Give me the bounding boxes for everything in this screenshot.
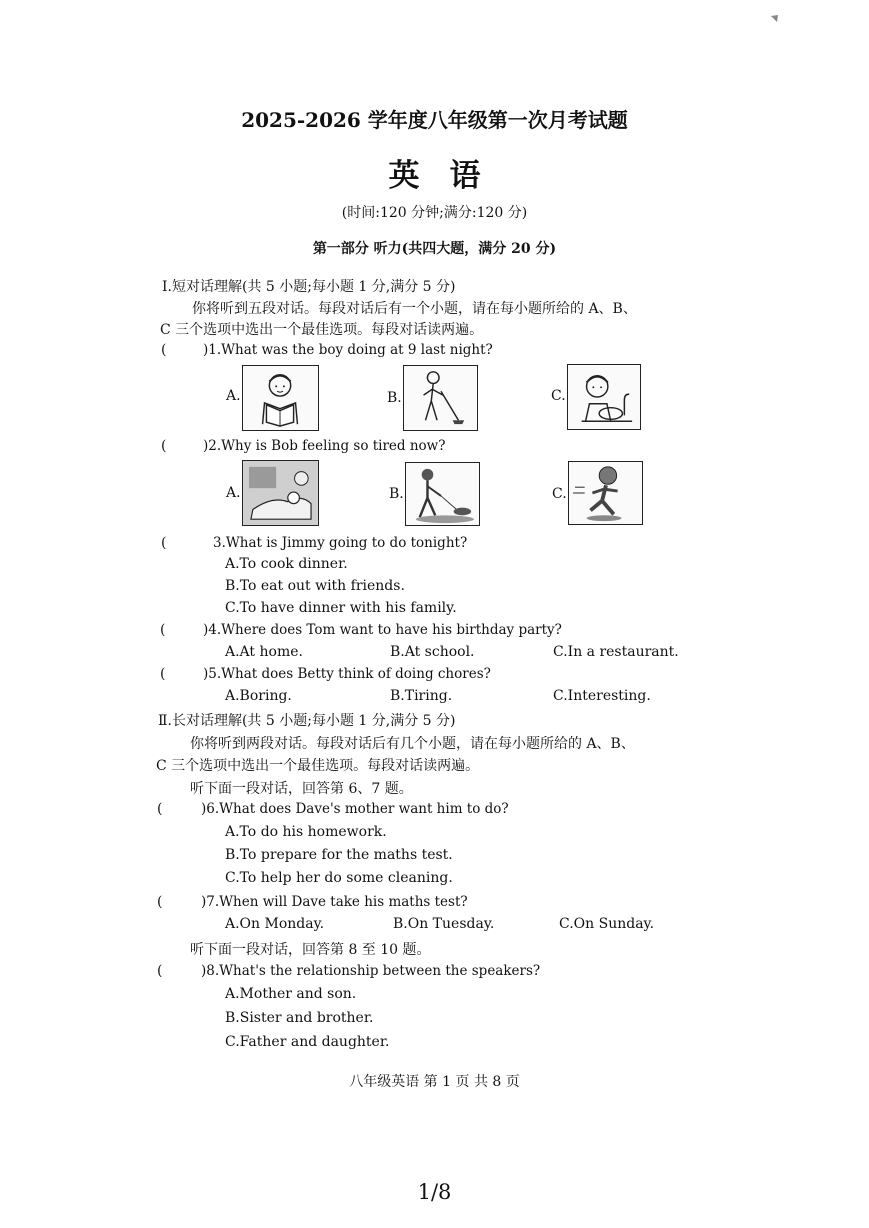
section1-heading: Ⅰ.短对话理解(共 5 小题;每小题 1 分,满分 5 分) xyxy=(162,279,456,295)
q6-option-c: C.To help her do some cleaning. xyxy=(225,870,453,886)
q1-option-c-label: C. xyxy=(551,388,566,404)
subject-title: 英语 xyxy=(388,158,511,194)
q2-option-b-label: B. xyxy=(389,486,404,502)
q5-stem: )5.What does Betty think of doing chores? xyxy=(203,666,491,682)
q4-option-b: B.At school. xyxy=(390,644,475,660)
q6-option-a: A.To do his homework. xyxy=(225,824,387,840)
q8-answer-bracket: ( xyxy=(157,963,163,979)
section1-instruction-line2: C 三个选项中选出一个最佳选项。每段对话读两遍。 xyxy=(160,322,484,338)
q4-answer-bracket: ( xyxy=(160,622,166,638)
q6-answer-bracket: ( xyxy=(157,801,163,817)
q5-answer-bracket: ( xyxy=(160,666,166,682)
time-info: (时间:120 分钟;满分:120 分) xyxy=(341,205,528,221)
q5-option-b: B.Tiring. xyxy=(390,688,453,704)
q2-option-c-picture xyxy=(568,461,643,525)
q1-stem: )1.What was the boy doing at 9 last night? xyxy=(203,342,493,358)
walking-dog-icon xyxy=(406,463,479,525)
q5-option-c: C.Interesting. xyxy=(553,688,651,704)
q1-option-a-label: A. xyxy=(226,388,241,404)
q7-stem: )7.When will Dave take his maths test? xyxy=(201,894,468,910)
q4-option-a: A.At home. xyxy=(225,644,303,660)
sleeping-in-bed-icon xyxy=(243,461,318,525)
q1-answer-bracket: ( xyxy=(161,342,167,358)
mopping-floor-icon xyxy=(404,366,477,430)
q3-option-b: B.To eat out with friends. xyxy=(225,578,405,594)
q2-stem: )2.Why is Bob feeling so tired now? xyxy=(203,438,446,454)
section2-heading: Ⅱ.长对话理解(共 5 小题;每小题 1 分,满分 5 分) xyxy=(158,713,456,729)
q6-stem: )6.What does Dave's mother want him to do? xyxy=(201,801,509,817)
q6-option-b: B.To prepare for the maths test. xyxy=(225,847,453,863)
page-counter: 1/8 xyxy=(417,1180,452,1204)
corner-mark-icon xyxy=(770,14,780,24)
section2-intro-1: 听下面一段对话，回答第 6、7 题。 xyxy=(190,781,413,797)
q7-answer-bracket: ( xyxy=(157,894,163,910)
q7-option-c: C.On Sunday. xyxy=(559,916,655,932)
q8-stem: )8.What's the relationship between the speakers? xyxy=(201,963,541,979)
q3-option-c: C.To have dinner with his family. xyxy=(225,600,457,616)
q4-stem: )4.Where does Tom want to have his birthday party? xyxy=(203,622,562,638)
page-footer: 八年级英语 第 1 页 共 8 页 xyxy=(349,1074,520,1090)
q8-option-a: A.Mother and son. xyxy=(225,986,357,1002)
q1-option-b-label: B. xyxy=(387,390,402,406)
q1-option-c-picture xyxy=(567,364,641,430)
q5-option-a: A.Boring. xyxy=(225,688,292,704)
exam-title: 2025-2026 学年度八年级第一次月考试题 xyxy=(241,108,628,132)
q7-option-b: B.On Tuesday. xyxy=(393,916,495,932)
q4-option-c: C.In a restaurant. xyxy=(553,644,679,660)
q2-answer-bracket: ( xyxy=(161,438,167,454)
q2-option-b-picture xyxy=(405,462,480,526)
q1-option-a-picture xyxy=(242,365,319,431)
q3-answer-bracket: ( xyxy=(161,535,167,551)
section2-instruction-line1: 你将听到两段对话。每段对话后有几个小题，请在每小题所给的 A、B、 xyxy=(190,736,635,752)
section1-instruction-line1: 你将听到五段对话。每段对话后有一个小题，请在每小题所给的 A、B、 xyxy=(192,301,637,317)
q2-option-a-picture xyxy=(242,460,319,526)
q1-option-b-picture xyxy=(403,365,478,431)
q3-option-a: A.To cook dinner. xyxy=(225,556,348,572)
section2-intro-2: 听下面一段对话，回答第 8 至 10 题。 xyxy=(190,942,431,958)
q7-option-a: A.On Monday. xyxy=(225,916,325,932)
q2-option-a-label: A. xyxy=(226,485,241,501)
running-icon xyxy=(569,462,642,524)
q8-option-b: B.Sister and brother. xyxy=(225,1010,374,1026)
reading-book-icon xyxy=(243,366,318,430)
q3-stem: 3.What is Jimmy going to do tonight? xyxy=(213,535,468,551)
q2-option-c-label: C. xyxy=(552,486,567,502)
washing-dishes-icon xyxy=(568,365,640,429)
part-title: 第一部分 听力(共四大题，满分 20 分) xyxy=(312,241,557,257)
q8-option-c: C.Father and daughter. xyxy=(225,1034,390,1050)
section2-instruction-line2: C 三个选项中选出一个最佳选项。每段对话读两遍。 xyxy=(156,758,480,774)
